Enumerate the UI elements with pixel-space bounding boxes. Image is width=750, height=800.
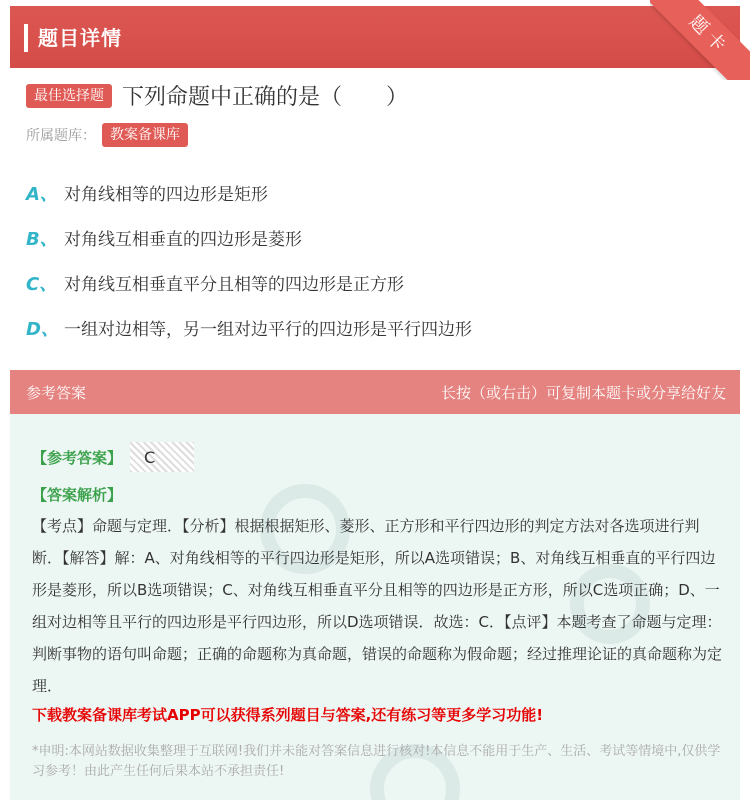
option-letter: C、 <box>26 273 58 295</box>
option-c[interactable] <box>26 260 726 305</box>
header-accent <box>24 24 28 52</box>
page-title: 题目详情 <box>38 26 122 50</box>
option-letter: D、 <box>26 318 59 340</box>
header-bar <box>10 6 740 68</box>
share-hint[interactable]: 长按（或右击）可复制本题卡或分享给好友 <box>440 383 726 402</box>
options-list <box>26 170 726 350</box>
reference-answer <box>32 442 194 472</box>
option-text: 一组对边相等，另一组对边平行的四边形是平行四边形 <box>64 320 472 340</box>
analysis-text: 【考点】命题与定理．【分析】根据根据矩形、菱形、正方形和平行四边形的判定方法对各选项进行判断．【解答】解：A、对角线相等的平行四边形是矩形，所以A选项错误；B、对角线互相垂直的平行四边形是菱形，所以B选项错误；C、对角线互相垂直平分且相等的四边形是正方形，所以C选项正确；D、一组对边相等且平行的四边形是平行四边形，所以D选项错误．故选：C．【点评】本题考查了命题与定理：判断事物的语句叫命题；正确的命题称为真命题，错误的命题称为假命题；经过推理论证的真命题称为定理． <box>32 517 723 695</box>
library-label: 所属题库： <box>26 128 96 144</box>
library-badge[interactable]: 教案备课库 <box>102 123 188 147</box>
option-letter: A、 <box>26 183 58 205</box>
answer-bar <box>10 370 740 414</box>
option-text: 对角线相等的四边形是矩形 <box>64 185 268 205</box>
answer-panel <box>10 414 740 800</box>
analysis-label: 【答案解析】 <box>32 486 123 504</box>
question-section <box>26 80 726 147</box>
option-a[interactable] <box>26 170 726 215</box>
question-type-badge: 最佳选择题 <box>26 84 112 108</box>
option-d[interactable] <box>26 305 726 350</box>
disclaimer: *申明:本网站数据收集整理于互联网!我们并未能对答案信息进行核对!本信息不能用于生产、生活、考试等情境中,仅供学习参考！由此产生任何后果本站不承担责任! <box>32 744 721 779</box>
corner-label: 题卡 <box>650 0 750 80</box>
question-text: 下列命题中正确的是（ ） <box>122 85 409 110</box>
corner-ribbon <box>650 0 750 80</box>
reference-answer-label: 【参考答案】 <box>32 448 123 467</box>
app-promo-link[interactable]: 下载教案备课库考试APP可以获得系列题目与答案,还有练习等更多学习功能! <box>32 706 544 724</box>
answer-bar-title: 参考答案 <box>26 383 87 402</box>
option-text: 对角线互相垂直平分且相等的四边形是正方形 <box>64 275 404 295</box>
option-letter: B、 <box>26 228 58 250</box>
option-b[interactable] <box>26 215 726 260</box>
reference-answer-value: C <box>130 442 194 472</box>
option-text: 对角线互相垂直的四边形是菱形 <box>64 230 302 250</box>
